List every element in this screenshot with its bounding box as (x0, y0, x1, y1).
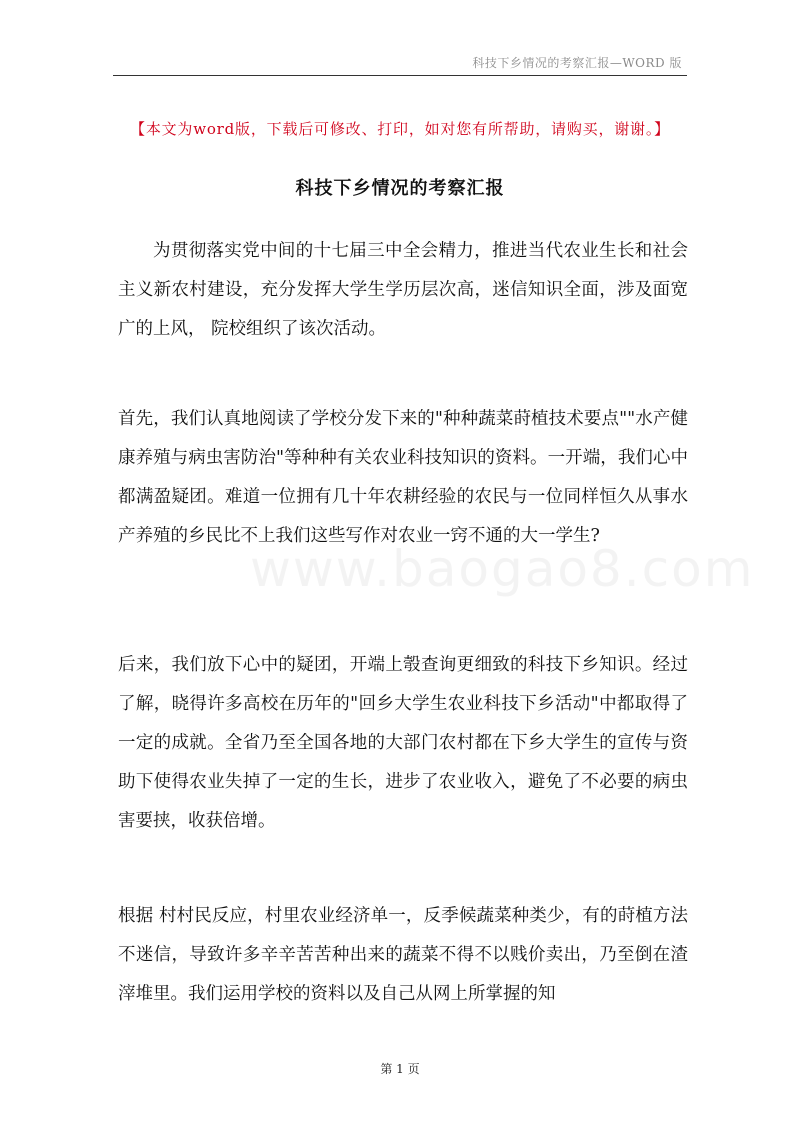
paragraph-later: 后来，我们放下心中的疑团，开端上彀查询更细致的科技下乡知识。经过了解，晓得许多高校在历年的"回乡大学生农业科技下乡活动"中都取得了一定的成就。全省乃至全国各地的大部门农村都在下乡大学生的宣传与资助下使得农业失掉了一定的生长，进步了农业收入，避免了不必要的病虫害要挟，收获倍增。 (118, 655, 688, 831)
paragraph-intro: 为贯彻落实党中间的十七届三中全会精力，推进当代农业生长和社会主义新农村建设，充分发挥大学生学历层次高，迷信知识全面，涉及面宽广的上风， 院校组织了该次活动。 (118, 241, 688, 339)
paragraph-first: 首先，我们认真地阅读了学校分发下来的"种种蔬菜莳植技术要点""水产健康养殖与病虫害防治"等种种有关农业科技知识的资料。一开端，我们心中都满盈疑团。难道一位拥有几十年农耕经验的农民与一位同样恒久从事水产养殖的乡民比不上我们这些写作对农业一窍不通的大一学生? (118, 409, 688, 546)
header-rule (113, 75, 687, 76)
watermark: www.baogao8.com (250, 540, 755, 598)
paragraph-villagers: 根据 村村民反应，村里农业经济单一，反季候蔬菜种类少，有的莳植方法不迷信，导致许多辛辛苦苦种出来的蔬菜不得不以贱价卖出，乃至倒在渣滓堆里。我们运用学校的资料以及自己从网上所掌握的知 (118, 906, 688, 1004)
page-number: 第 1 页 (380, 1062, 420, 1076)
download-notice: 【本文为word版，下载后可修改、打印，如对您有所帮助，请购买，谢谢。】 (130, 120, 670, 138)
document-title: 科技下乡情况的考察汇报 (295, 178, 505, 199)
running-header: 科技下乡情况的考察汇报—WORD 版 (472, 56, 682, 70)
